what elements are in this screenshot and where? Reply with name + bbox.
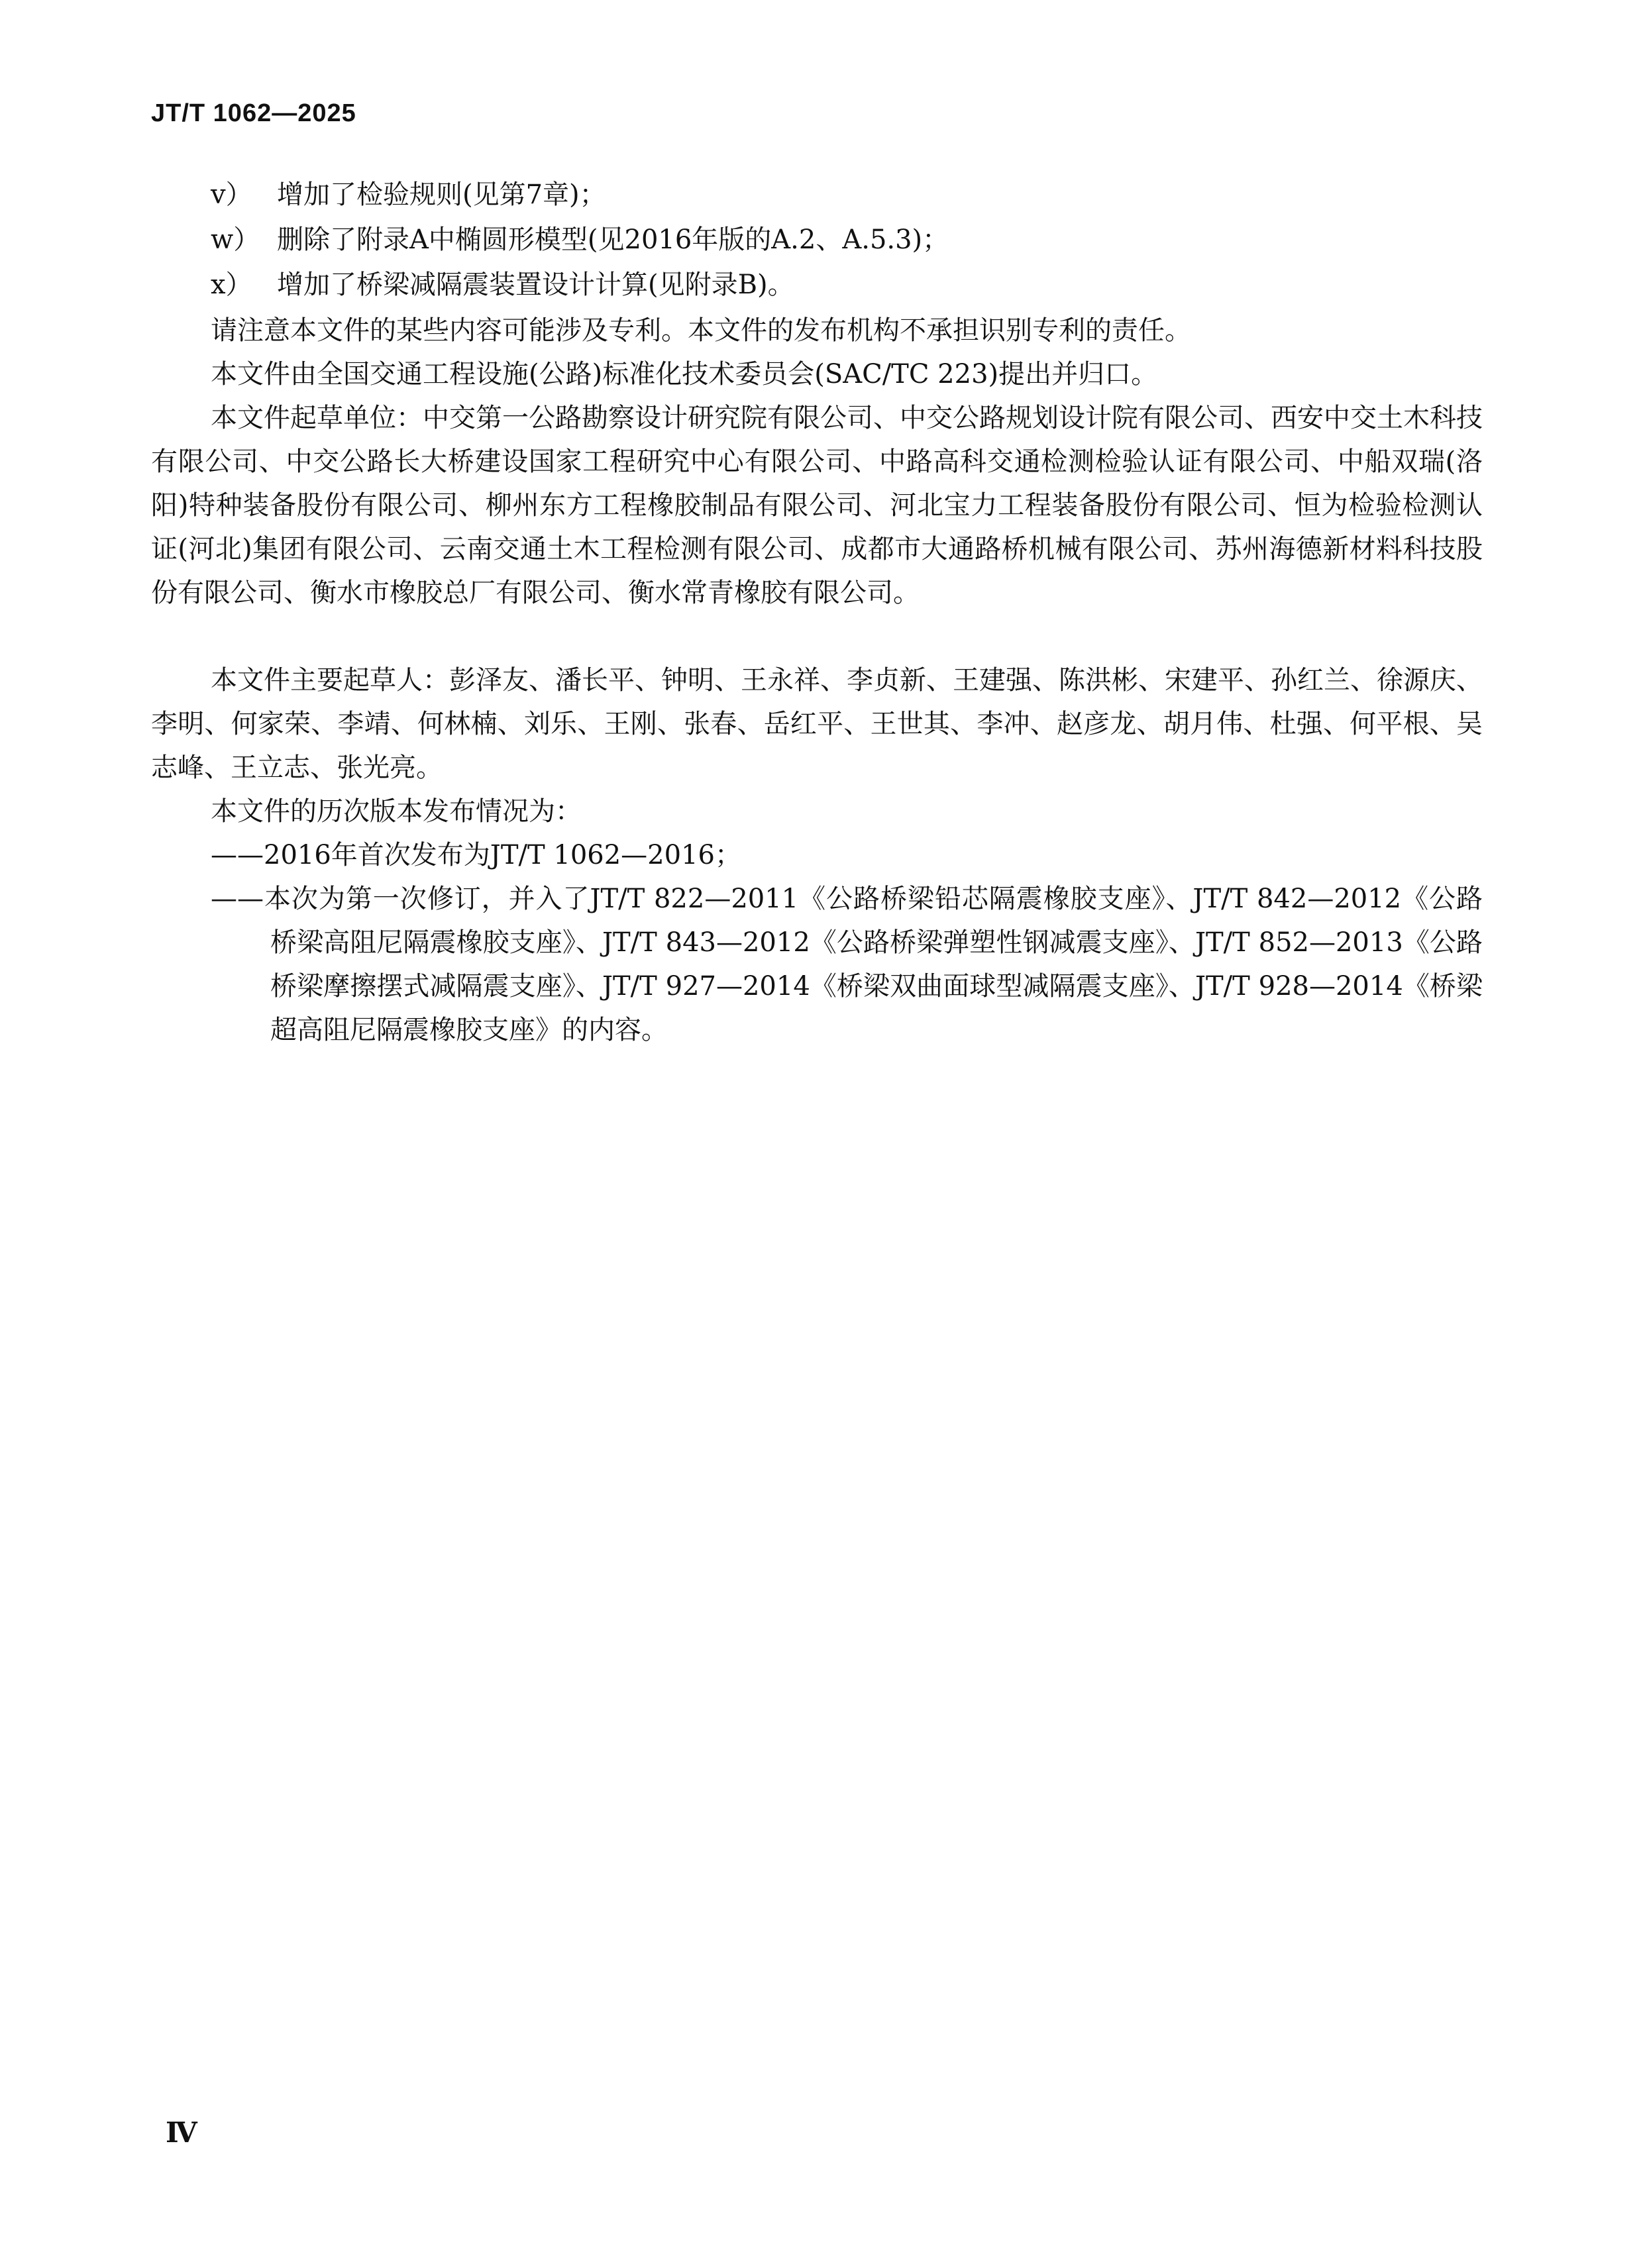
history-intro-paragraph: 本文件的历次版本发布情况为： (211, 796, 582, 827)
list-item-text: 增加了桥梁减隔震装置设计计算(见附录B)。 (277, 270, 794, 300)
drafting-units-paragraph: 本文件起草单位：中交第一公路勘察设计研究院有限公司、中交公路规划设计院有限公司、西安中交土木科技有限公司、中交公路长大桥建设国家工程研究中心有限公司、中路高科交通检测检验认证有限公司、中船双瑞(洛阳)特种装备股份有限公司、柳州东方工程橡胶制品有限公司、河北宝力工程装备股份有限公司、恒为检验检测认证(河北)集团有限公司、云南交通土木工程检测有限公司、成都市大通路桥机械有限公司、苏州海德新材料科技股份有限公司、衡水市橡胶总厂有限公司、衡水常青橡胶有限公司。 (151, 403, 1483, 608)
list-marker: w） (211, 225, 260, 255)
patent-notice-paragraph: 请注意本文件的某些内容可能涉及专利。本文件的发布机构不承担识别专利的责任。 (211, 315, 1191, 346)
change-list-item (211, 179, 606, 211)
list-item-text: 删除了附录A中椭圆形模型(见2016年版的A.2、A.5.3)； (277, 225, 949, 255)
proposer-paragraph: 本文件由全国交通工程设施(公路)标准化技术委员会(SAC/TC 223)提出并归口。 (211, 359, 1158, 389)
list-marker: v） (211, 180, 252, 210)
page-number: Ⅳ (166, 2116, 197, 2149)
list-item-text: 增加了检验规则(见第7章)； (277, 180, 606, 210)
standard-code-header: JT/T 1062—2025 (151, 99, 356, 127)
drafters-paragraph: 本文件主要起草人：彭泽友、潘长平、钟明、王永祥、李贞新、王建强、陈洪彬、宋建平、孙红兰、徐源庆、李明、何家荣、李靖、何林楠、刘乐、王刚、张春、岳红平、王世其、李冲、赵彦龙、胡月伟、杜强、何平根、吴志峰、王立志、张光亮。 (151, 665, 1483, 783)
change-list-item (211, 224, 949, 256)
change-list-item (211, 269, 794, 301)
history-list-item: ——2016年首次发布为JT/T 1062—2016； (211, 840, 741, 870)
history-list-item: ——本次为第一次修订，并入了JT/T 822—2011《公路桥梁铅芯隔震橡胶支座》、JT/T 842—2012《公路桥梁高阻尼隔震橡胶支座》、JT/T 843—2012《公路桥梁弹塑性钢减震支座》、JT/T 852—2013《公路桥梁摩擦摆式减隔震支座》、JT/T 927—2014《桥梁双曲面球型减隔震支座》、JT/T 928—2014《桥梁超高阻尼隔震橡胶支座》的内容。 (211, 884, 1483, 1045)
list-marker: x） (211, 270, 252, 300)
